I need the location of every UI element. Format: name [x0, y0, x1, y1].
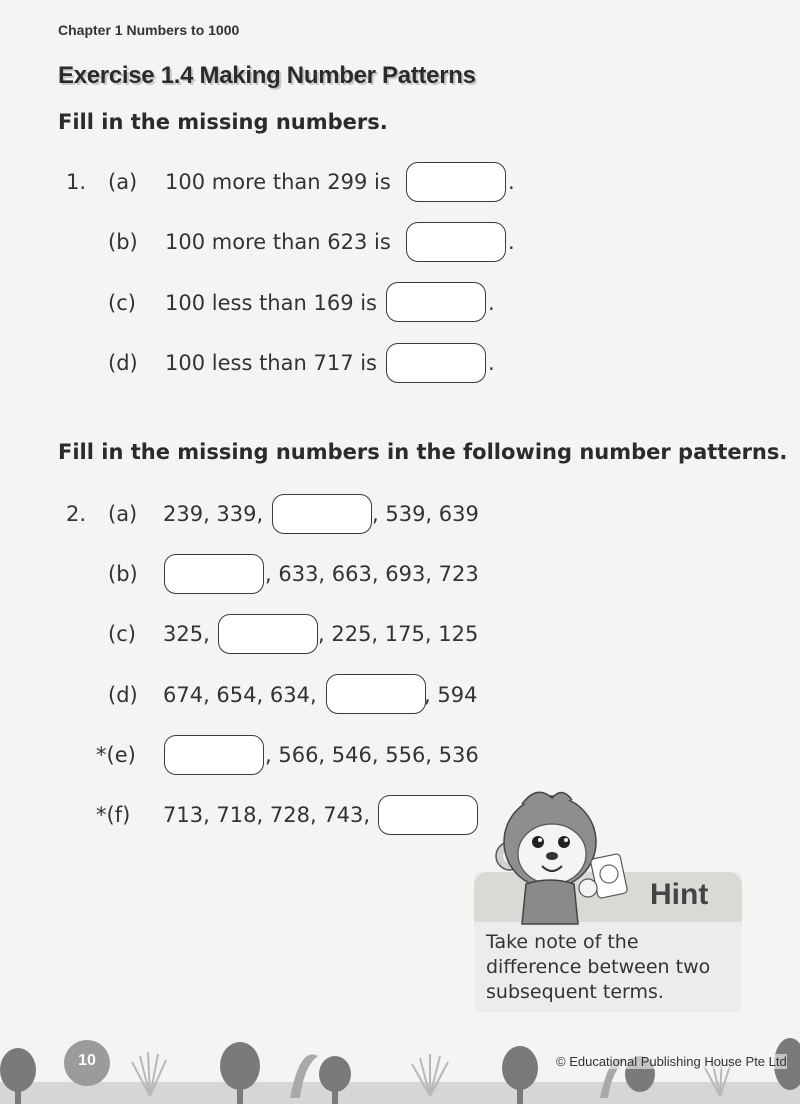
question-end: . — [488, 291, 495, 315]
question-label: (b) — [108, 562, 138, 586]
answer-box[interactable] — [386, 282, 486, 322]
question-text: 100 less than 717 is — [165, 351, 377, 375]
page-number: 10 — [78, 1052, 96, 1069]
question-end: . — [488, 351, 495, 375]
question-label: (a) — [108, 502, 138, 526]
answer-box[interactable] — [218, 614, 318, 654]
question-label: (d) — [108, 683, 138, 707]
hint-text: Take note of the difference between two subsequent terms. — [486, 931, 711, 1003]
sequence-after: , 594 — [424, 683, 478, 707]
question-label: (a) — [108, 170, 138, 194]
answer-box[interactable] — [164, 554, 264, 594]
question-text: 100 more than 623 is — [165, 230, 391, 254]
question-label: *(e) — [96, 743, 136, 767]
question-label: (b) — [108, 230, 138, 254]
question-text: 100 more than 299 is — [165, 170, 391, 194]
question-end: . — [508, 230, 515, 254]
sequence-after: , 539, 639 — [372, 502, 479, 526]
answer-box[interactable] — [326, 674, 426, 714]
answer-box[interactable] — [378, 795, 478, 835]
question-label: (c) — [108, 291, 136, 315]
sequence-before: 674, 654, 634, — [163, 683, 317, 707]
copyright-text: © Educational Publishing House Pte Ltd — [556, 1054, 787, 1069]
question-text: 100 less than 169 is — [165, 291, 377, 315]
question-label: (c) — [108, 622, 136, 646]
answer-box[interactable] — [386, 343, 486, 383]
sequence-after: , 225, 175, 125 — [318, 622, 479, 646]
monkey-mascot-icon — [492, 784, 642, 926]
question-1-number: 1. — [66, 170, 87, 194]
answer-box[interactable] — [164, 735, 264, 775]
answer-box[interactable] — [406, 222, 506, 262]
sequence-before: 713, 718, 728, 743, — [163, 803, 371, 827]
hint-title: Hint — [650, 878, 709, 911]
section1-instruction: Fill in the missing numbers. — [58, 110, 388, 134]
answer-box[interactable] — [272, 494, 372, 534]
answer-box[interactable] — [406, 162, 506, 202]
question-label: *(f) — [96, 803, 131, 827]
question-2-number: 2. — [66, 502, 87, 526]
sequence-after: , 566, 546, 556, 536 — [265, 743, 479, 767]
question-label: (d) — [108, 351, 138, 375]
sequence-before: 239, 339, — [163, 502, 264, 526]
section2-instruction: Fill in the missing numbers in the following number patterns. — [58, 440, 788, 464]
question-end: . — [508, 170, 515, 194]
exercise-title: Exercise 1.4 Making Number Patterns — [58, 62, 476, 89]
sequence-before: 325, — [163, 622, 210, 646]
sequence-after: , 633, 663, 693, 723 — [265, 562, 479, 586]
chapter-header: Chapter 1 Numbers to 1000 — [58, 22, 240, 38]
